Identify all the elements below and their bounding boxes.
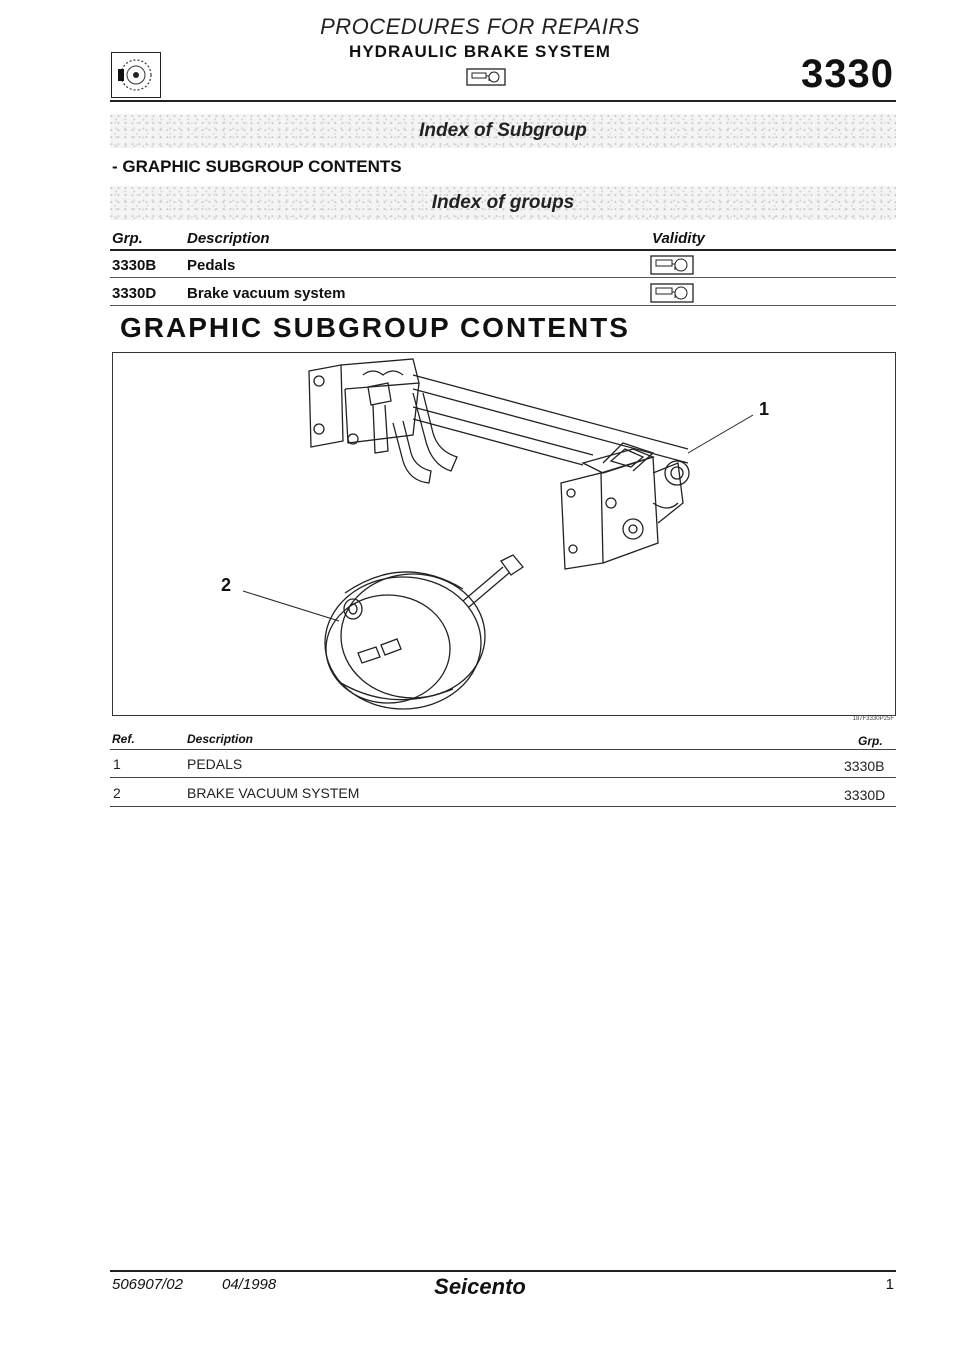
group-row-1-grp[interactable]: 3330B (112, 257, 157, 274)
ref-row-1-grp[interactable]: 3330B (844, 758, 885, 774)
ref-row-2-ref: 2 (113, 785, 121, 801)
footer-page-number: 1 (885, 1276, 894, 1293)
index-of-subgroup-banner (110, 114, 896, 148)
brake-booster (325, 555, 523, 709)
group-number: 3330 (801, 52, 894, 96)
table-row-rule (110, 277, 896, 278)
callout-2: 2 (221, 575, 232, 595)
footer-brand: Seicento (434, 1274, 526, 1299)
header-divider (110, 100, 896, 102)
table-row-rule (110, 305, 896, 306)
ref-row-2-description[interactable]: BRAKE VACUUM SYSTEM (187, 785, 360, 801)
subgroup-contents-link[interactable]: - GRAPHIC SUBGROUP CONTENTS (112, 157, 402, 176)
vehicle-validity-icon (466, 68, 506, 86)
ref-table-row-rule (110, 777, 896, 778)
page-header-title: PROCEDURES FOR REPAIRS (320, 14, 640, 39)
ref-col-header-description: Description (187, 732, 254, 746)
col-header-grp: Grp. (112, 230, 143, 247)
pedal-bracket (309, 359, 457, 483)
group-row-1-description[interactable]: Pedals (187, 257, 236, 274)
ref-row-2-grp[interactable]: 3330D (844, 787, 886, 803)
brake-disc-icon (111, 52, 161, 98)
brake-system-diagram (112, 352, 896, 716)
vehicle-validity-icon (650, 255, 694, 275)
footer-divider (110, 1270, 896, 1272)
footer-doc-number: 506907/02 (112, 1276, 183, 1293)
index-of-subgroup-heading: Index of Subgroup (419, 120, 587, 141)
ref-table-header-rule (110, 749, 896, 750)
figure-code: 187F3330P25F (852, 716, 894, 722)
vehicle-validity-icon (650, 283, 694, 303)
ref-col-header-grp: Grp. (858, 734, 883, 748)
col-header-description: Description (187, 230, 270, 247)
index-of-groups-banner (110, 186, 896, 220)
callout-1: 1 (759, 399, 770, 419)
group-row-2-description[interactable]: Brake vacuum system (187, 285, 346, 302)
graphic-section-title: GRAPHIC SUBGROUP CONTENTS (120, 312, 630, 343)
ref-col-header-ref: Ref. (112, 732, 135, 746)
footer-date: 04/1998 (222, 1276, 277, 1293)
ref-row-1-ref: 1 (113, 756, 121, 772)
col-header-validity: Validity (652, 230, 705, 247)
group-row-2-grp[interactable]: 3330D (112, 285, 157, 302)
index-of-groups-heading: Index of groups (431, 192, 575, 213)
pedal-mounting-bracket (561, 443, 689, 569)
ref-row-1-description[interactable]: PEDALS (187, 756, 243, 772)
page-header-subtitle: HYDRAULIC BRAKE SYSTEM (349, 42, 611, 61)
ref-table-row-rule (110, 806, 896, 807)
table-header-rule (110, 249, 896, 251)
